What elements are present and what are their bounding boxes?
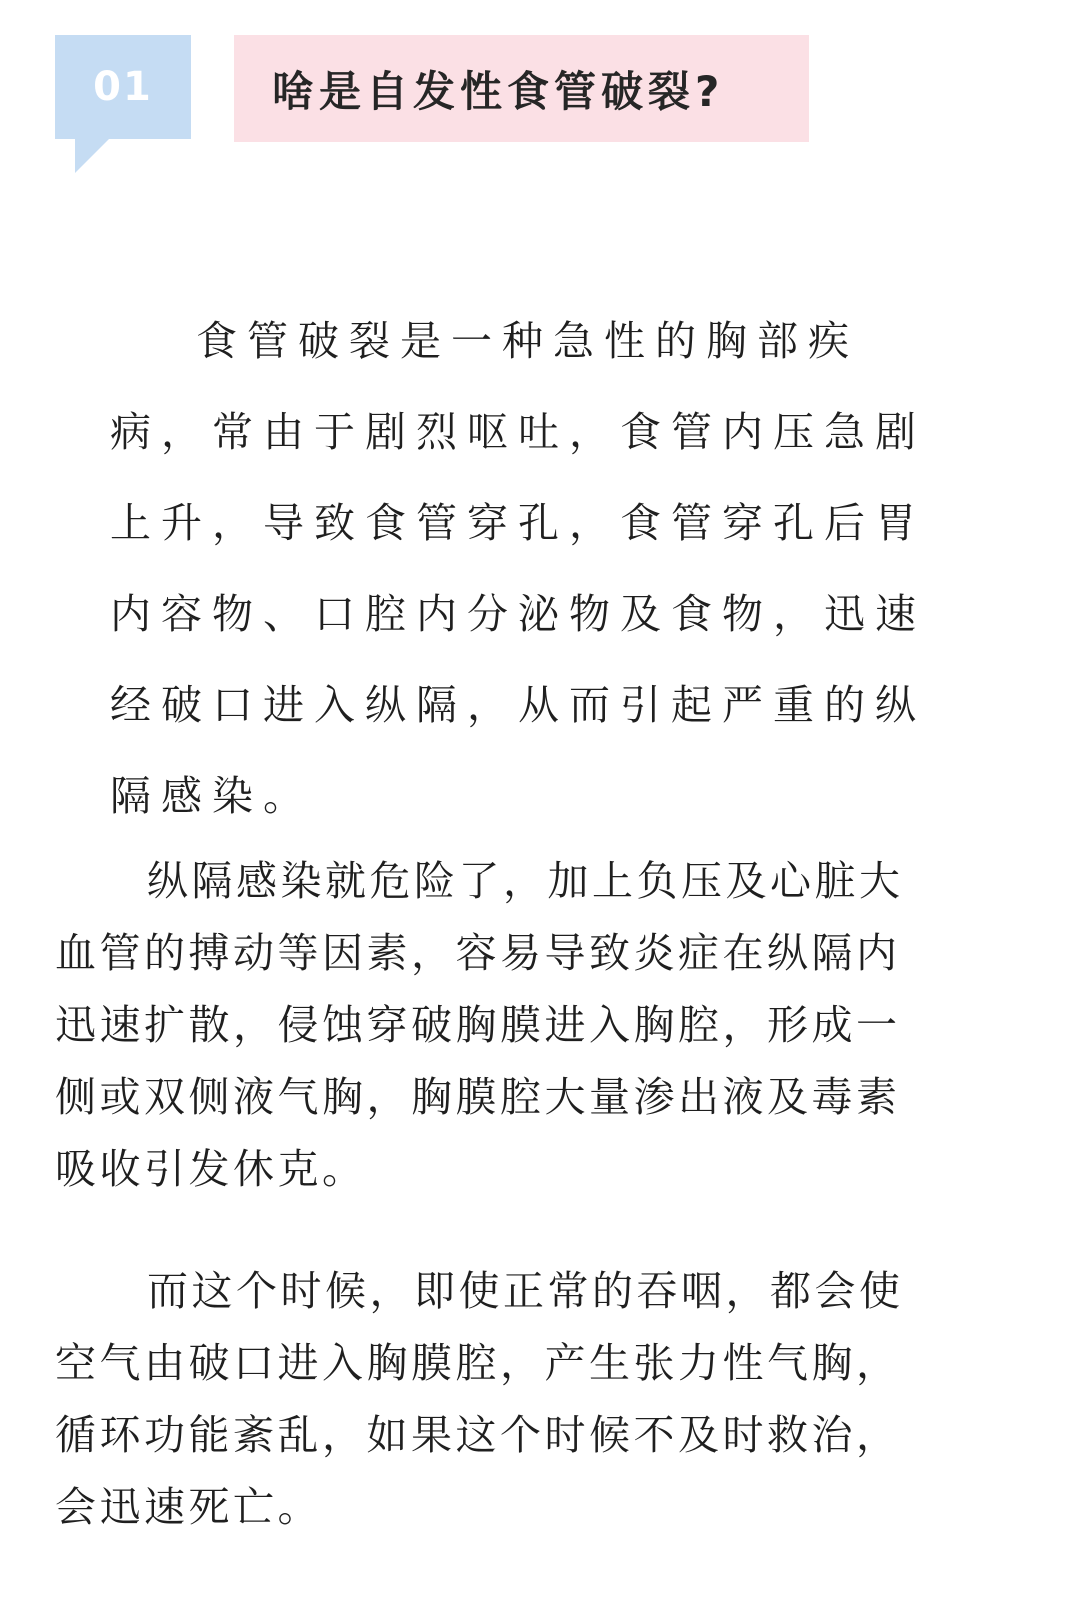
paragraph-line: 空气由破口进入胸膜腔，产生张力性气胸， (55, 1339, 901, 1387)
paragraph-line: 病，常由于剧烈呕吐，食管内压急剧 (110, 408, 926, 456)
paragraph-line: 而这个时候，即使正常的吞咽，都会使 (147, 1267, 904, 1315)
section-title-box (234, 35, 809, 142)
paragraph-line: 循环功能紊乱，如果这个时候不及时救治， (55, 1411, 901, 1459)
paragraph-3 (55, 1256, 1015, 1544)
paragraph-1 (110, 306, 950, 852)
paragraph-2 (55, 846, 1015, 1206)
paragraph-line: 隔感染。 (110, 772, 314, 820)
paragraph-line: 吸收引发休克。 (55, 1145, 367, 1193)
paragraph-line: 血管的搏动等因素，容易导致炎症在纵隔内 (55, 929, 901, 977)
section-title: 啥是自发性食管破裂? (272, 66, 725, 116)
paragraph-line: 侧或双侧液气胸，胸膜腔大量渗出液及毒素 (55, 1073, 901, 1121)
paragraph-line: 会迅速死亡。 (55, 1483, 322, 1531)
paragraph-line: 纵隔感染就危险了，加上负压及心脏大 (147, 857, 904, 905)
paragraph-line: 经破口进入纵隔，从而引起严重的纵 (110, 681, 926, 729)
paragraph-line: 内容物、口腔内分泌物及食物，迅速 (110, 590, 926, 638)
paragraph-line: 食管破裂是一种急性的胸部疾 (196, 317, 859, 365)
section-number: 01 (93, 64, 153, 110)
paragraph-line: 迅速扩散，侵蚀穿破胸膜进入胸腔，形成一 (55, 1001, 901, 1049)
badge-tail-decoration (75, 139, 109, 173)
paragraph-line: 上升，导致食管穿孔，食管穿孔后胃 (110, 499, 926, 547)
section-number-badge (55, 35, 191, 139)
